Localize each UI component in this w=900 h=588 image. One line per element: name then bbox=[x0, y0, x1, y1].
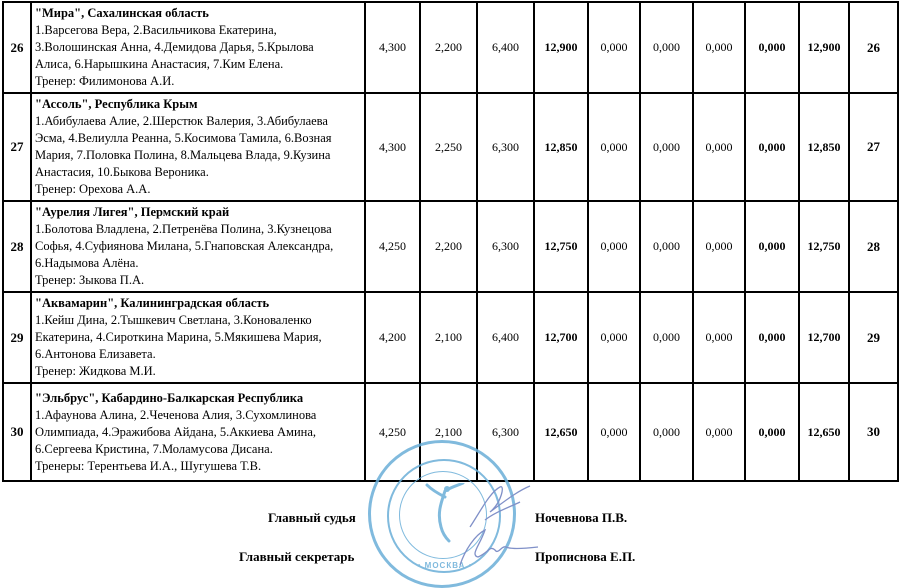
member-line: Анастасия, 10.Быкова Вероника. bbox=[35, 165, 209, 179]
member-line: 6.Сергеева Кристина, 7.Моламусова Дисана. bbox=[35, 441, 273, 456]
team-cell bbox=[31, 201, 365, 292]
member-line: 1.Варсегова Вера, 2.Васильчикова Екатерина, bbox=[35, 23, 277, 37]
team-coach: Тренеры: Терентьева И.А., Шугушева Т.В. bbox=[35, 458, 262, 473]
score-2: 2,100 bbox=[420, 292, 477, 383]
table-row bbox=[3, 2, 898, 93]
place-right: 30 bbox=[849, 383, 898, 481]
score-total-2: 0,000 bbox=[745, 201, 799, 292]
score-1: 4,250 bbox=[365, 383, 420, 481]
score-1: 4,200 bbox=[365, 292, 420, 383]
place-right: 29 bbox=[849, 292, 898, 383]
team-members bbox=[35, 407, 361, 458]
table-row bbox=[3, 292, 898, 383]
score-total-2: 0,000 bbox=[745, 93, 799, 201]
table-row bbox=[3, 201, 898, 292]
score-3: 6,400 bbox=[477, 2, 534, 93]
team-name: "Аквамарин", Калининградская область bbox=[35, 296, 270, 310]
member-line: 6.Антонова Елизавета. bbox=[35, 347, 156, 361]
team-members bbox=[35, 221, 361, 272]
chief-secretary-name: Прописнова Е.П. bbox=[535, 549, 636, 564]
score-6: 0,000 bbox=[640, 201, 693, 292]
team-members bbox=[35, 312, 361, 363]
member-line: 1.Абибулаева Алие, 2.Шерстюк Валерия, 3.Абибулаева bbox=[35, 114, 328, 128]
score-5: 0,000 bbox=[588, 93, 640, 201]
score-3: 6,300 bbox=[477, 201, 534, 292]
score-5: 0,000 bbox=[588, 2, 640, 93]
team-cell bbox=[31, 93, 365, 201]
results-table bbox=[2, 1, 899, 482]
place-right: 28 bbox=[849, 201, 898, 292]
place-left: 29 bbox=[3, 292, 31, 383]
score-total-1: 12,900 bbox=[534, 2, 588, 93]
score-total-2: 0,000 bbox=[745, 292, 799, 383]
score-5: 0,000 bbox=[588, 292, 640, 383]
team-name: "Ассоль", Республика Крым bbox=[35, 97, 198, 111]
place-left: 30 bbox=[3, 383, 31, 481]
score-6: 0,000 bbox=[640, 292, 693, 383]
table-row bbox=[3, 93, 898, 201]
score-7: 0,000 bbox=[693, 292, 745, 383]
member-line: 1.Афаунова Алина, 2.Чеченова Алия, 3.Сухомлинова bbox=[35, 407, 317, 422]
score-3: 6,300 bbox=[477, 93, 534, 201]
team-name: "Аурелия Лигея", Пермский край bbox=[35, 205, 230, 219]
member-line: Олимпиада, 4.Эражибова Айдана, 5.Аккиева Амина, bbox=[35, 424, 317, 439]
score-5: 0,000 bbox=[588, 383, 640, 481]
score-total-1: 12,750 bbox=[534, 201, 588, 292]
stamp-text: • МОСКВА • bbox=[417, 561, 473, 570]
member-line: 1.Болотова Владлена, 2.Петренёва Полина, 3.Кузнецова bbox=[35, 222, 332, 236]
member-line: Мария, 7.Половка Полина, 8.Мальцева Влада, 9.Кузина bbox=[35, 148, 331, 162]
team-cell bbox=[31, 383, 365, 481]
chief-judge-label: Главный судья bbox=[268, 510, 356, 525]
team-cell bbox=[31, 292, 365, 383]
score-2: 2,250 bbox=[420, 93, 477, 201]
place-left: 27 bbox=[3, 93, 31, 201]
final-score: 12,750 bbox=[799, 201, 849, 292]
score-3: 6,400 bbox=[477, 292, 534, 383]
score-total-1: 12,650 bbox=[534, 383, 588, 481]
score-total-1: 12,700 bbox=[534, 292, 588, 383]
final-score: 12,700 bbox=[799, 292, 849, 383]
member-line: Софья, 4.Суфиянова Милана, 5.Гнаповская Александра, bbox=[35, 239, 334, 253]
score-5: 0,000 bbox=[588, 201, 640, 292]
score-2: 2,200 bbox=[420, 2, 477, 93]
place-left: 28 bbox=[3, 201, 31, 292]
score-6: 0,000 bbox=[640, 2, 693, 93]
place-right: 27 bbox=[849, 93, 898, 201]
member-line: Екатерина, 4.Сироткина Марина, 5.Мякишева Мария, bbox=[35, 330, 322, 344]
team-name: "Мира", Сахалинская область bbox=[35, 6, 209, 20]
score-1: 4,300 bbox=[365, 93, 420, 201]
score-6: 0,000 bbox=[640, 93, 693, 201]
score-7: 0,000 bbox=[693, 383, 745, 481]
score-2: 2,200 bbox=[420, 201, 477, 292]
score-total-2: 0,000 bbox=[745, 2, 799, 93]
score-2: 2,100 bbox=[420, 383, 477, 481]
member-line: 6.Надымова Алёна. bbox=[35, 256, 139, 270]
final-score: 12,650 bbox=[799, 383, 849, 481]
score-total-2: 0,000 bbox=[745, 383, 799, 481]
score-6: 0,000 bbox=[640, 383, 693, 481]
member-line: Алиса, 6.Нарышкина Анастасия, 7.Ким Елена. bbox=[35, 57, 284, 71]
score-7: 0,000 bbox=[693, 201, 745, 292]
team-name: "Эльбрус", Кабардино-Балкарская Республика bbox=[35, 390, 304, 405]
team-coach: Тренер: Филимонова А.И. bbox=[35, 74, 175, 88]
team-cell bbox=[31, 2, 365, 93]
score-1: 4,250 bbox=[365, 201, 420, 292]
score-1: 4,300 bbox=[365, 2, 420, 93]
final-score: 12,900 bbox=[799, 2, 849, 93]
team-members bbox=[35, 113, 361, 181]
chief-judge-name: Ночевнова П.В. bbox=[535, 510, 628, 525]
place-left: 26 bbox=[3, 2, 31, 93]
place-right: 26 bbox=[849, 2, 898, 93]
team-members bbox=[35, 22, 361, 73]
member-line: 1.Кейш Дина, 2.Тышкевич Светлана, 3.Коноваленко bbox=[35, 313, 312, 327]
score-3: 6,300 bbox=[477, 383, 534, 481]
member-line: Эсма, 4.Велиулла Реанна, 5.Косимова Тамила, 6.Возная bbox=[35, 131, 332, 145]
score-total-1: 12,850 bbox=[534, 93, 588, 201]
secretary-signature bbox=[440, 525, 540, 570]
score-7: 0,000 bbox=[693, 93, 745, 201]
team-coach: Тренер: Орехова А.А. bbox=[35, 182, 151, 196]
team-coach: Тренер: Жидкова М.И. bbox=[35, 364, 156, 378]
chief-secretary-label: Главный секретарь bbox=[239, 549, 355, 564]
score-7: 0,000 bbox=[693, 2, 745, 93]
team-coach: Тренер: Зыкова П.А. bbox=[35, 273, 145, 287]
member-line: 3.Волошинская Анна, 4.Демидова Дарья, 5.Крылова bbox=[35, 40, 314, 54]
final-score: 12,850 bbox=[799, 93, 849, 201]
